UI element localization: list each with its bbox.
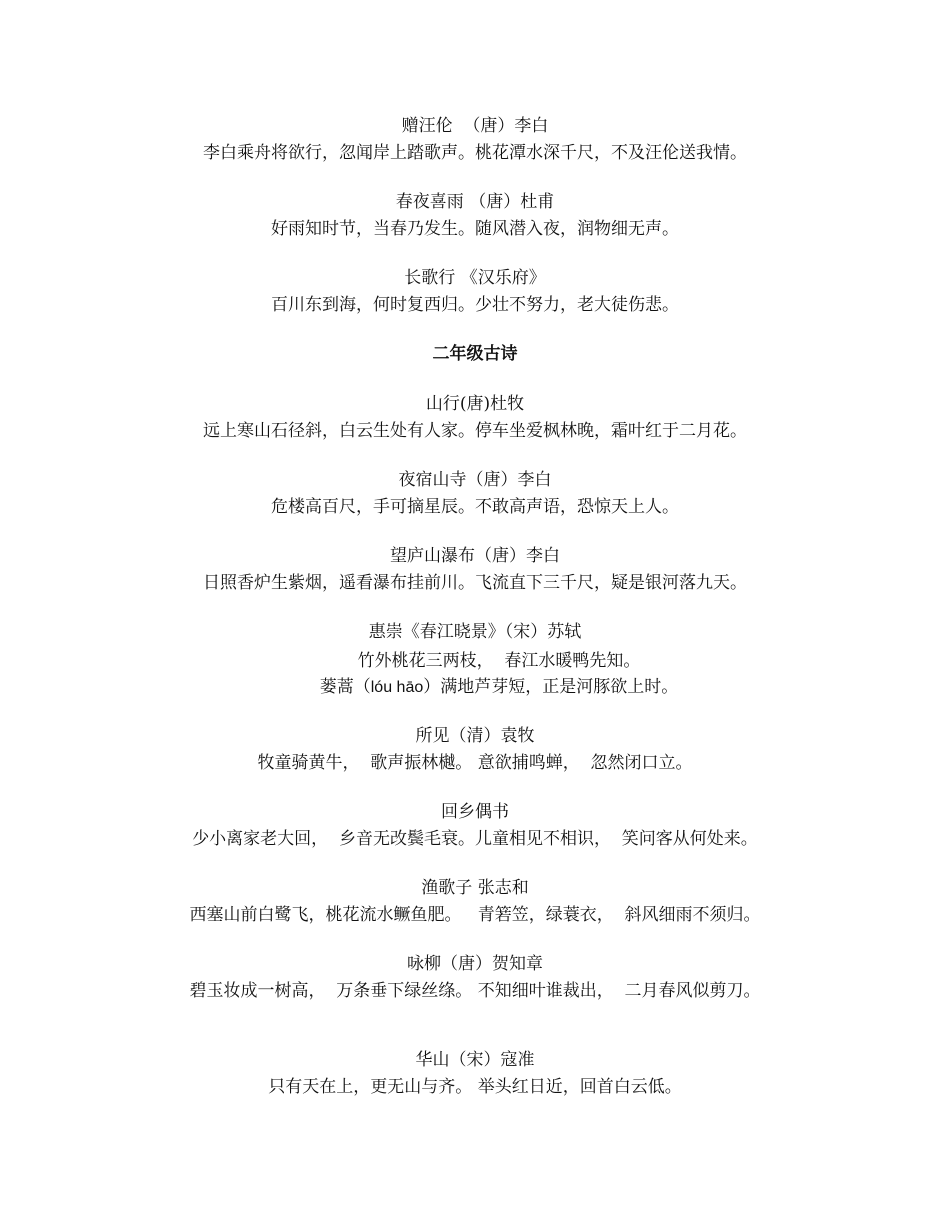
poem-verse: 只有天在上，更无山与齐。 举头红日近，回首白云低。 — [268, 1077, 682, 1097]
section-heading: 二年级古诗 — [432, 344, 518, 364]
pinyin-annotation: lóu hāo — [370, 679, 424, 696]
poem-verse: 竹外桃花三两枝， 春江水暖鸭先知。 — [357, 651, 641, 671]
poem-verse: 危楼高百尺，手可摘星辰。不敢高声语，恐惊天上人。 — [271, 497, 679, 517]
poem-verse: 日照香炉生紫烟，遥看瀑布挂前川。飞流直下三千尺，疑是银河落九天。 — [203, 573, 747, 593]
poem-verse: 远上寒山石径斜，白云生处有人家。停车坐爱枫林晚，霜叶红于二月花。 — [203, 421, 747, 441]
poem-verse: 百川东到海，何时复西归。少壮不努力，老大徒伤悲。 — [271, 295, 679, 315]
verse-text: 蒌蒿（ — [319, 677, 371, 697]
poem-verse: 西塞山前白鹭飞，桃花流水鳜鱼肥。 青箬笠，绿蓑衣， 斜风细雨不须归。 — [189, 905, 761, 925]
poem-title: 长歌行 《汉乐府》 — [404, 268, 546, 288]
poem-title: 春夜喜雨 （唐）杜甫 — [395, 192, 555, 212]
verse-text: ）满地芦芽短，正是河豚欲上时。 — [423, 677, 679, 697]
poem-title: 咏柳（唐）贺知章 — [407, 954, 543, 974]
poem-title: 渔歌子 张志和 — [421, 878, 529, 898]
poem-title: 赠汪伦 （唐）李白 — [401, 116, 549, 136]
poem-verse: 牧童骑黄牛， 歌声振林樾。 意欲捕鸣蝉， 忽然闭口立。 — [257, 753, 693, 773]
poem-title: 山行(唐)杜牧 — [425, 394, 525, 414]
poem-title: 望庐山瀑布（唐）李白 — [390, 546, 560, 566]
poem-title: 华山（宋）寇准 — [415, 1050, 535, 1070]
poem-verse: 李白乘舟将欲行，忽闻岸上踏歌声。桃花潭水深千尺，不及汪伦送我情。 — [203, 143, 747, 163]
poem-title: 所见（清）袁牧 — [415, 726, 535, 746]
poem-title: 回乡偶书 — [441, 802, 509, 822]
poem-title: 夜宿山寺（唐）李白 — [398, 470, 552, 490]
poem-verse: 碧玉妆成一树高， 万条垂下绿丝绦。 不知细叶谁裁出， 二月春风似剪刀。 — [189, 981, 761, 1001]
poem-verse: 少小离家老大回， 乡音无改鬓毛衰。儿童相见不相识， 笑问客从何处来。 — [192, 829, 758, 849]
poem-verse: 好雨知时节，当春乃发生。随风潜入夜，润物细无声。 — [271, 219, 679, 239]
poem-title: 惠崇《春江晓景》（宋）苏轼 — [368, 622, 582, 642]
poem-verse — [24, 676, 950, 699]
